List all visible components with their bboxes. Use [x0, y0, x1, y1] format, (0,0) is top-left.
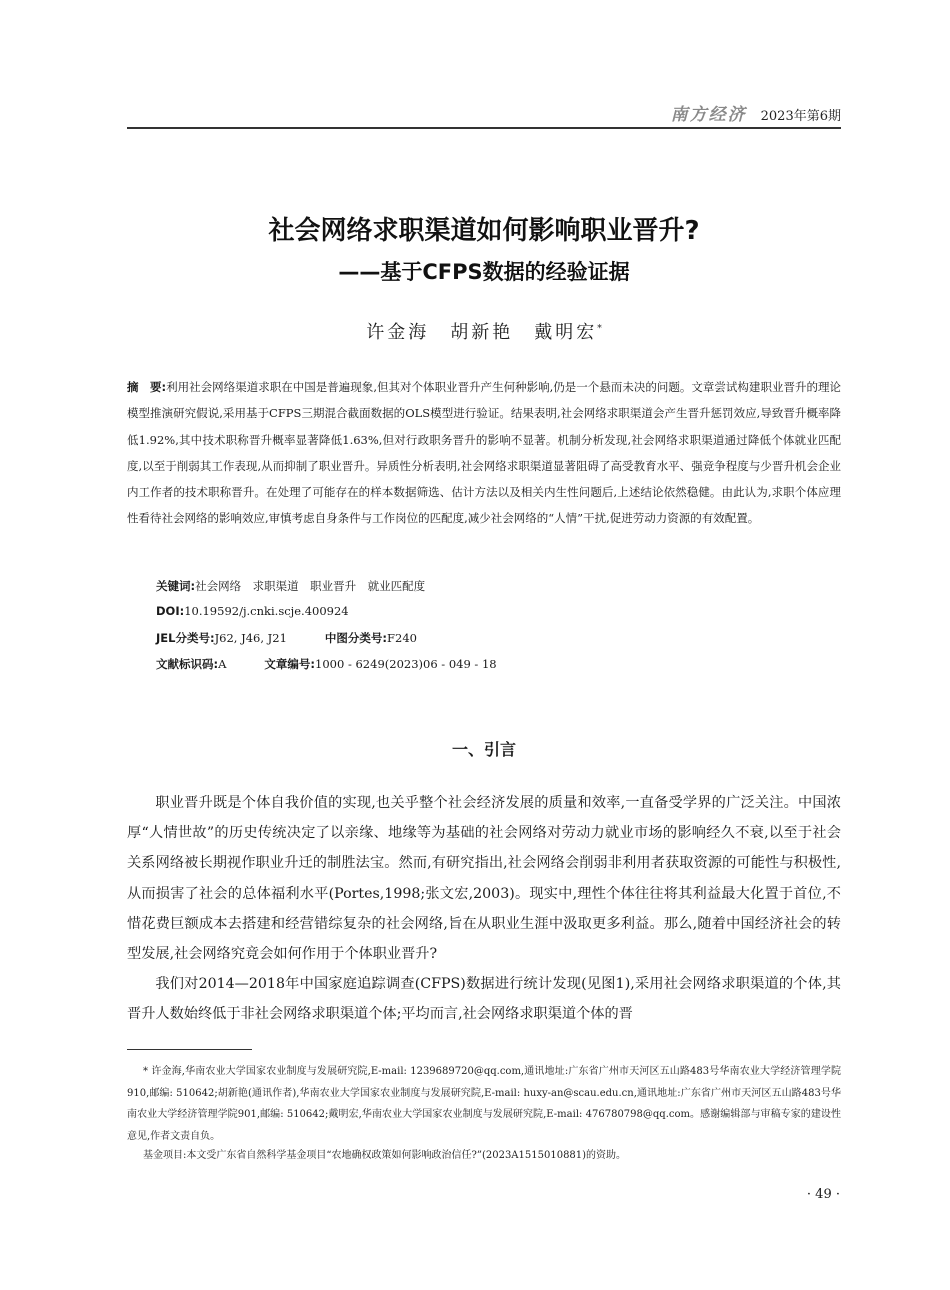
fund-footnote-text: 基金项目:本文受广东省自然科学基金项目“农地确权政策如何影响政治信任?”(2023A1515010881)的资助。: [143, 1150, 627, 1161]
body-paragraph-2: 我们对2014—2018年中国家庭追踪调查(CFPS)数据进行统计发现(见图1),采用社会网络求职渠道的个体,其晋升人数始终低于非社会网络求职渠道个体;平均而言,社会网络求职渠道个体的晋: [127, 976, 841, 1023]
jel-value: J62, J46, J21: [214, 631, 287, 645]
body-text: [127, 788, 841, 1030]
header-rule: [127, 127, 841, 129]
footnote-rule: [127, 1049, 252, 1050]
abstract: [127, 374, 841, 532]
paper-title: 社会网络求职渠道如何影响职业晋升?: [268, 216, 700, 246]
doi-value: 10.19592/j.cnki.scje.400924: [184, 604, 349, 618]
clc-value: F240: [387, 631, 417, 645]
jel-label: JEL分类号:: [156, 631, 215, 645]
author-names: 许金海 胡新艳 戴明宏: [366, 322, 598, 343]
author-footnote: [127, 1061, 841, 1147]
classification-line: [156, 630, 417, 646]
author-footnote-text: * 许金海,华南农业大学国家农业制度与发展研究院,E-mail: 1239689720@qq.com,通讯地址:广东省广州市天河区五山路483号华南农业大学经济管理学院910,邮编: 510642;胡新艳(通讯作者),华南农业大学国家农业制度与发展研究院,E-mail: huxy-an@scau.edu.cn,通讯地址:广东省广州市天河区五山路483号华南农业大学经济管理学院901,邮编: 510642;戴明宏,华南农业大学国家农业制度与发展研究院,E-mail: 476780798@qq.com。感谢编辑部与审稿专家的建设性意见,作者文责自负。: [127, 1066, 841, 1142]
paper-subtitle: ——基于CFPS数据的经验证据: [338, 260, 630, 284]
document-code-line: [156, 656, 497, 672]
article-number-label: 文章编号:: [264, 657, 316, 671]
keywords-label: 关键词:: [156, 579, 196, 593]
clc-label: 中图分类号:: [324, 631, 388, 645]
keywords-line: [156, 578, 425, 594]
author-footnote-mark: *: [597, 324, 602, 334]
keywords-value: 社会网络 求职渠道 职业晋升 就业匹配度: [195, 579, 426, 593]
doc-code-label: 文献标识码:: [156, 657, 219, 671]
body-paragraph-1: 职业晋升既是个体自我价值的实现,也关乎整个社会经济发展的质量和效率,一直备受学界的广泛关注。中国浓厚“人情世故”的历史传统决定了以亲缘、地缘等为基础的社会网络对劳动力就业市场的影响经久不衰,以至于社会关系网络被长期视作职业升迁的制胜法宝。然而,有研究指出,社会网络会削弱非利用者获取资源的可能性与积极性,从而损害了社会的总体福利水平(Portes,1998;张文宏,2003)。现实中,理性个体往往将其利益最大化置于首位,不惜花费巨额成本去搭建和经营错综复杂的社会网络,旨在从职业生涯中汲取更多利益。那么,随着中国经济社会的转型发展,社会网络究竟会如何作用于个体职业晋升?: [127, 795, 841, 963]
doi-line: [156, 604, 349, 618]
running-header: [127, 100, 841, 125]
abstract-text: 利用社会网络渠道求职在中国是普遍现象,但其对个体职业晋升产生何种影响,仍是一个悬而未决的问题。文章尝试构建职业晋升的理论模型推演研究假说,采用基于CFPS三期混合截面数据的OLS模型进行验证。结果表明,社会网络求职渠道会产生晋升惩罚效应,导致晋升概率降低1.92%,其中技术职称晋升概率显著降低1.63%,但对行政职务晋升的影响不显著。机制分析发现,社会网络求职渠道通过降低个体就业匹配度,以至于削弱其工作表现,从而抑制了职业晋升。异质性分析表明,社会网络求职渠道显著阻碍了高受教育水平、强竞争程度与少晋升机会企业内工作者的技术职称晋升。在处理了可能存在的样本数据筛选、估计方法以及相关内生性问题后,上述结论依然稳健。由此认为,求职个体应理性看待社会网络的影响效应,审慎考虑自身条件与工作岗位的匹配度,减少社会网络的“人情”干扰,促进劳动力资源的有效配置。: [127, 380, 841, 526]
author-line: [127, 318, 841, 344]
article-number-value: 1000 - 6249(2023)06 - 049 - 18: [315, 657, 497, 671]
abstract-label: 摘 要:: [127, 380, 167, 394]
section-heading-introduction: 一、引言: [451, 740, 516, 759]
issue-label: 2023年第6期: [760, 109, 841, 124]
fund-footnote: [127, 1145, 841, 1167]
doc-code-value: A: [218, 657, 227, 671]
page-number: · 49 ·: [806, 1187, 840, 1202]
doi-label: DOI:: [156, 604, 185, 618]
journal-name: 南方经济: [670, 105, 747, 125]
